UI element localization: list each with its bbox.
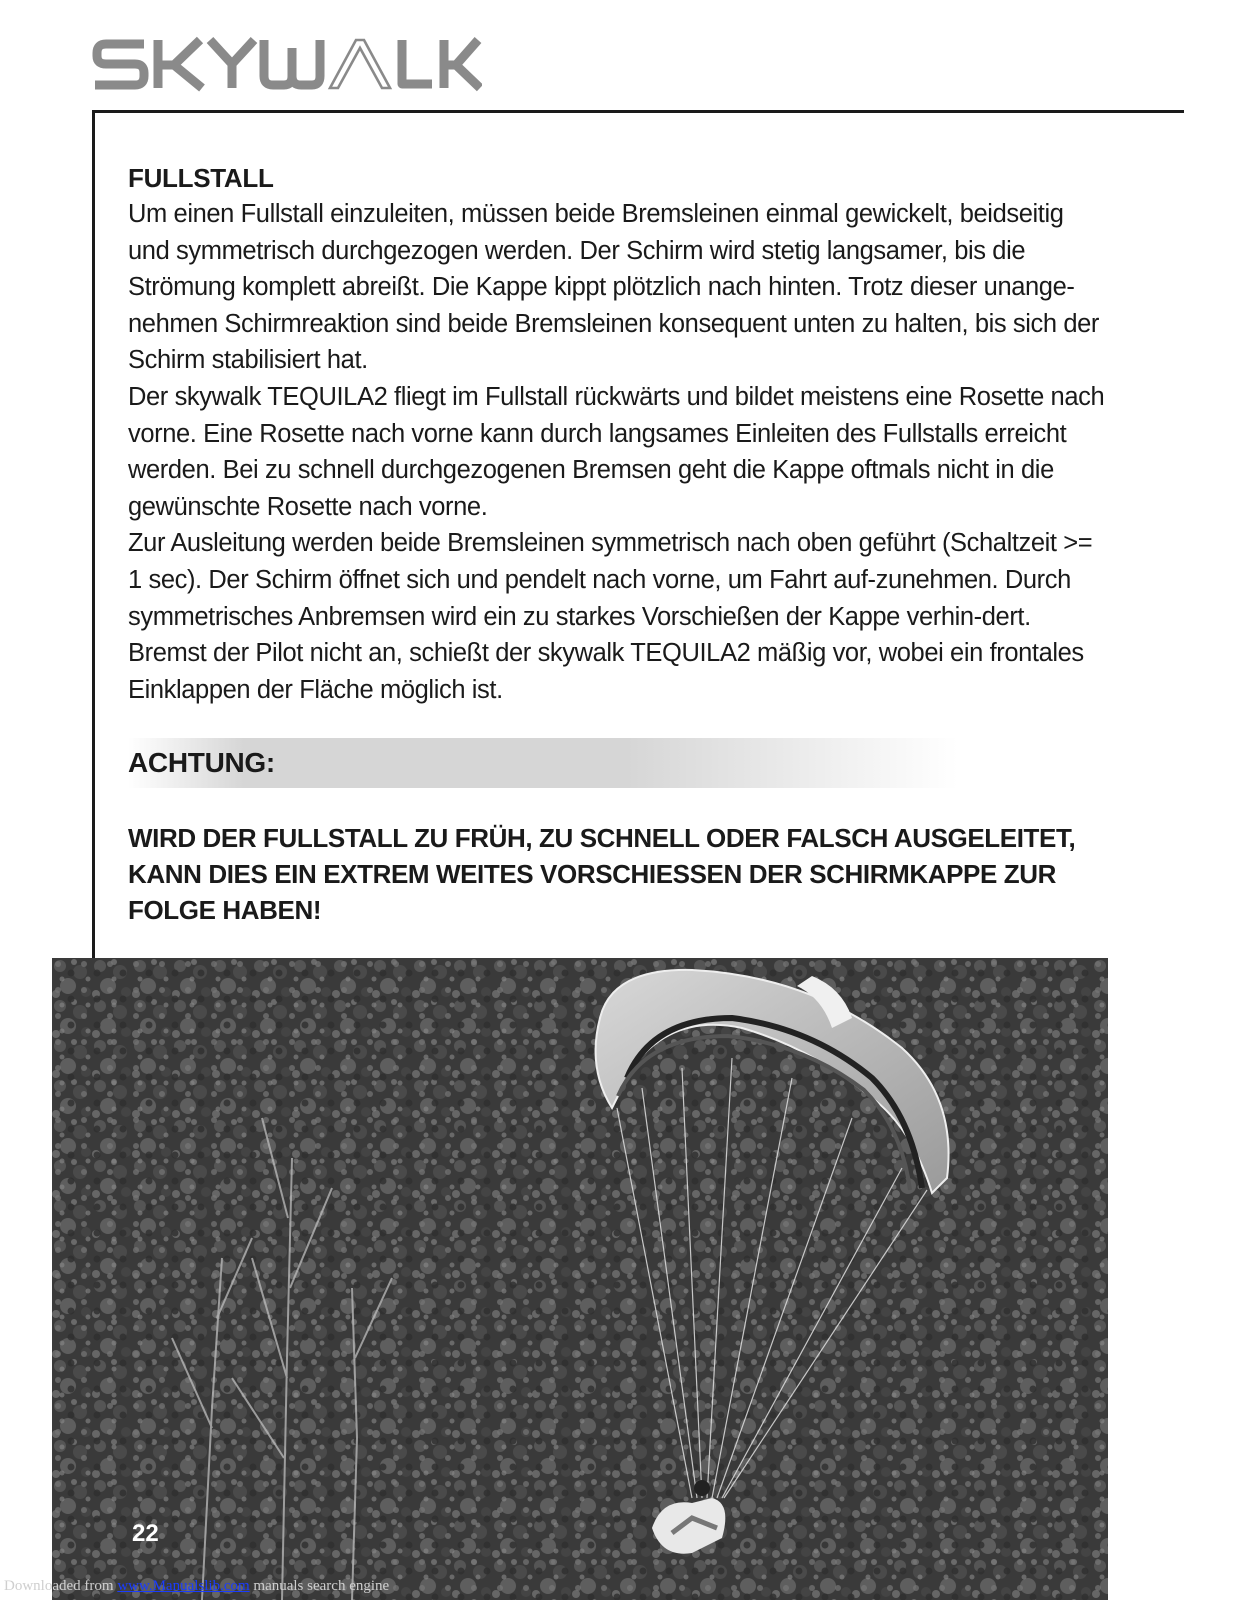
warning-title: ACHTUNG: bbox=[128, 747, 275, 778]
manualslib-link[interactable]: www.Manualslib.com bbox=[117, 1578, 250, 1594]
section-title: FULLSTALL bbox=[128, 163, 274, 193]
warning-text: WIRD DER FULLSTALL ZU FRÜH, ZU SCHNELL ODER FALSCH AUSGELEITET, KANN DIES EIN EXTREM WEITES VORSCHIESSEN DER SCHIRMKAPPE ZUR FOLGE HABEN! bbox=[128, 823, 1076, 925]
section-content bbox=[128, 160, 1108, 708]
paragraph: Um einen Fullstall einzuleiten, müssen beide Bremsleinen einmal gewickelt, beidseitig und symmetrisch durchgezogen werden. Der Schirm wird stetig langsamer, bis die Strömung komplett abreißt. Die Kappe kippt plötzlich nach hinten. Trotz dieser unange-nehmen Schirmreaktion sind beide Bremsleinen konsequent unten zu halten, bis sich der Schirm stabilisiert hat. bbox=[128, 200, 1100, 375]
header-rule bbox=[92, 110, 1184, 113]
skywalk-logo bbox=[92, 36, 482, 92]
paragraph: Der skywalk TEQUILA2 fliegt im Fullstall rückwärts und bildet meistens eine Rosette nach vorne. Eine Rosette nach vorne kann durch langsames Einleiten des Fullstalls erreicht werden. Bei zu schnell durchgezogenen Bremsen geht die Kappe oftmals nicht in die gewünschte Rosette nach vorne. bbox=[128, 382, 1105, 521]
paragraph: Zur Ausleitung werden beide Bremsleinen symmetrisch nach oben geführt (Schaltzeit >= 1 sec). Der Schirm öffnet sich und pendelt nach vorne, um Fahrt auf-zunehmen. Durch symmetrisches Anbremsen wird ein zu starkes Vorschießen der Kappe verhin-dert. Bremst der Pilot nicht an, schießt der skywalk TEQUILA2 mäßig vor, wobei ein frontales Einklappen der Fläche möglich ist. bbox=[128, 529, 1093, 704]
footer-suffix: manuals search engine bbox=[249, 1578, 390, 1594]
footer bbox=[4, 1578, 389, 1595]
paraglider-photo bbox=[52, 958, 1108, 1600]
footer-prefix: Downloaded from bbox=[4, 1578, 118, 1594]
margin-rule bbox=[92, 110, 95, 960]
page-number: 22 bbox=[132, 1520, 159, 1547]
